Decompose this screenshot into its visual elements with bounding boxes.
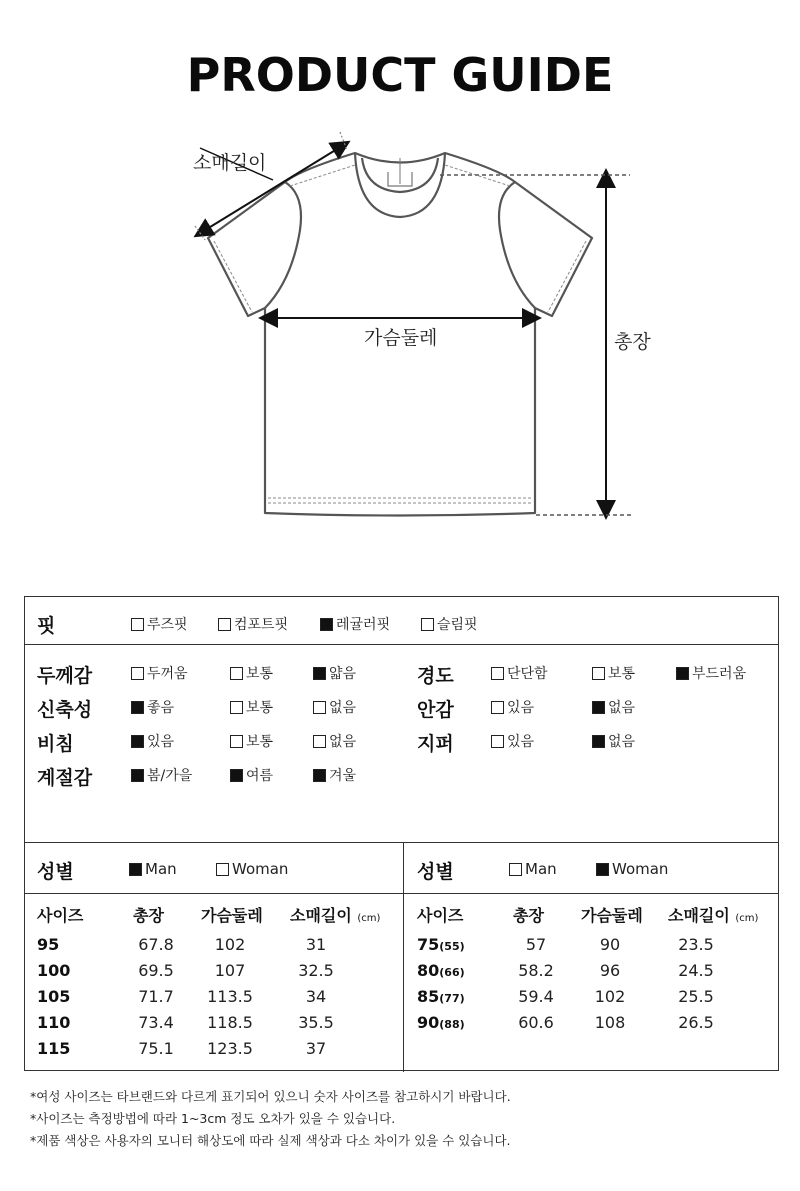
checkbox	[421, 618, 434, 631]
size-cell: 115	[37, 1039, 71, 1058]
attr-option: 좋음	[131, 697, 174, 717]
checkbox	[596, 863, 609, 876]
fit-option: 컴포트핏	[218, 614, 288, 634]
header-size: 사이즈	[417, 906, 464, 925]
value-cell: 118.5	[207, 1013, 253, 1032]
checkbox	[230, 667, 243, 680]
value-cell: 59.4	[518, 987, 554, 1006]
attr-option: 있음	[131, 731, 174, 751]
size-cell: 100	[37, 961, 71, 980]
checkbox	[592, 667, 605, 680]
attr-option: 없음	[592, 697, 635, 717]
thickness-label: 두께감	[37, 665, 93, 687]
checkbox	[320, 618, 333, 631]
chest-label: 가슴둘레	[364, 327, 438, 349]
value-cell: 25.5	[678, 987, 714, 1006]
checkbox	[131, 667, 144, 680]
size-cell: 85(77)	[417, 987, 465, 1006]
size-cell: 90(88)	[417, 1013, 465, 1032]
value-cell: 71.7	[138, 987, 174, 1006]
value-cell: 26.5	[678, 1013, 714, 1032]
checkbox	[131, 735, 144, 748]
value-cell: 31	[305, 935, 327, 954]
gender-label-men: 성별	[37, 861, 74, 883]
fit-row	[25, 597, 778, 645]
value-cell: 37	[305, 1039, 327, 1058]
attr-option: 없음	[313, 697, 356, 717]
note-line: *제품 색상은 사용자의 모니터 해상도에 따라 실제 색상과 다소 차이가 있을 수 있습니다.	[30, 1133, 511, 1148]
checkbox	[313, 701, 326, 714]
checkbox	[313, 735, 326, 748]
attr-option: 겨울	[313, 765, 356, 785]
value-cell: 113.5	[207, 987, 253, 1006]
checkbox	[218, 618, 231, 631]
value-cell: 108	[594, 1013, 626, 1032]
value-cell: 34	[305, 987, 327, 1006]
gender-label-women: 성별	[417, 861, 454, 883]
attributes-section	[25, 645, 778, 843]
attr-option: 단단함	[491, 663, 548, 683]
size-cell: 75(55)	[417, 935, 465, 954]
attr-option: 보통	[230, 731, 273, 751]
checkbox	[131, 769, 144, 782]
fit-option: 레귤러핏	[320, 614, 390, 634]
attr-option: 없음	[592, 731, 635, 751]
gender-option: Man	[509, 860, 557, 878]
fit-label: 핏	[37, 615, 56, 637]
value-cell: 75.1	[138, 1039, 174, 1058]
header-chest: 가슴둘레	[201, 906, 263, 925]
attr-option: 있음	[491, 731, 534, 751]
notes	[30, 1086, 511, 1152]
attr-option: 보통	[230, 697, 273, 717]
tshirt-diagram	[0, 120, 800, 540]
value-cell: 73.4	[138, 1013, 174, 1032]
attr-option: 봄/가을	[131, 765, 192, 785]
header-sleeve: 소매길이 (cm)	[668, 906, 759, 925]
checkbox	[131, 701, 144, 714]
checkbox	[313, 667, 326, 680]
header-sleeve: 소매길이 (cm)	[290, 906, 381, 925]
gender-option: Woman	[216, 860, 288, 878]
header-chest: 가슴둘레	[581, 906, 643, 925]
size-divider	[403, 843, 404, 1072]
sleeve-length-label: 소매길이	[193, 152, 267, 174]
note-line: *사이즈는 측정방법에 따라 1~3cm 정도 오차가 있을 수 있습니다.	[30, 1111, 396, 1126]
value-cell: 90	[599, 935, 621, 954]
checkbox	[592, 735, 605, 748]
checkbox	[129, 863, 142, 876]
checkbox	[491, 701, 504, 714]
checkbox	[491, 667, 504, 680]
value-cell: 69.5	[138, 961, 174, 980]
checkbox	[509, 863, 522, 876]
checkbox	[131, 618, 144, 631]
value-cell: 32.5	[298, 961, 334, 980]
size-cell: 80(66)	[417, 961, 465, 980]
checkbox	[491, 735, 504, 748]
attr-option: 없음	[313, 731, 356, 751]
value-cell: 123.5	[207, 1039, 253, 1058]
header-size: 사이즈	[37, 906, 84, 925]
value-cell: 60.6	[518, 1013, 554, 1032]
value-cell: 102	[594, 987, 626, 1006]
value-cell: 58.2	[518, 961, 554, 980]
size-cell: 110	[37, 1013, 71, 1032]
page-title: PRODUCT GUIDE	[186, 48, 614, 102]
header-length: 총장	[133, 906, 164, 925]
size-cell: 95	[37, 935, 60, 954]
hardness-label: 경도	[417, 665, 454, 687]
spec-table	[24, 596, 779, 1071]
value-cell: 35.5	[298, 1013, 334, 1032]
gender-option: Woman	[596, 860, 668, 878]
note-line: *여성 사이즈는 타브랜드와 다르게 표기되어 있으니 숫자 사이즈를 참고하시기 바랍니다.	[30, 1089, 511, 1104]
header-length: 총장	[513, 906, 544, 925]
attr-option: 보통	[230, 663, 273, 683]
lining-label: 안감	[417, 699, 454, 721]
attr-option: 두꺼움	[131, 663, 188, 683]
checkbox	[592, 701, 605, 714]
attr-option: 여름	[230, 765, 273, 785]
checkbox	[676, 667, 689, 680]
checkbox	[313, 769, 326, 782]
value-cell: 96	[599, 961, 621, 980]
value-cell: 67.8	[138, 935, 174, 954]
fit-option: 슬림핏	[421, 614, 478, 634]
size-section	[25, 843, 778, 1072]
season-label: 계절감	[37, 767, 93, 789]
attr-option: 얇음	[313, 663, 356, 683]
checkbox	[216, 863, 229, 876]
gender-separator	[25, 893, 778, 894]
size-cell: 105	[37, 987, 71, 1006]
value-cell: 57	[525, 935, 547, 954]
value-cell: 102	[214, 935, 246, 954]
checkbox	[230, 735, 243, 748]
value-cell: 23.5	[678, 935, 714, 954]
transparency-label: 비침	[37, 733, 74, 755]
total-length-label: 총장	[614, 331, 651, 353]
checkbox	[230, 769, 243, 782]
elasticity-label: 신축성	[37, 699, 93, 721]
checkbox	[230, 701, 243, 714]
gender-option: Man	[129, 860, 177, 878]
attr-option: 부드러움	[676, 663, 746, 683]
value-cell: 24.5	[678, 961, 714, 980]
zipper-label: 지퍼	[417, 733, 454, 755]
value-cell: 107	[214, 961, 246, 980]
fit-option: 루즈핏	[131, 614, 188, 634]
attr-option: 보통	[592, 663, 635, 683]
attr-option: 있음	[491, 697, 534, 717]
